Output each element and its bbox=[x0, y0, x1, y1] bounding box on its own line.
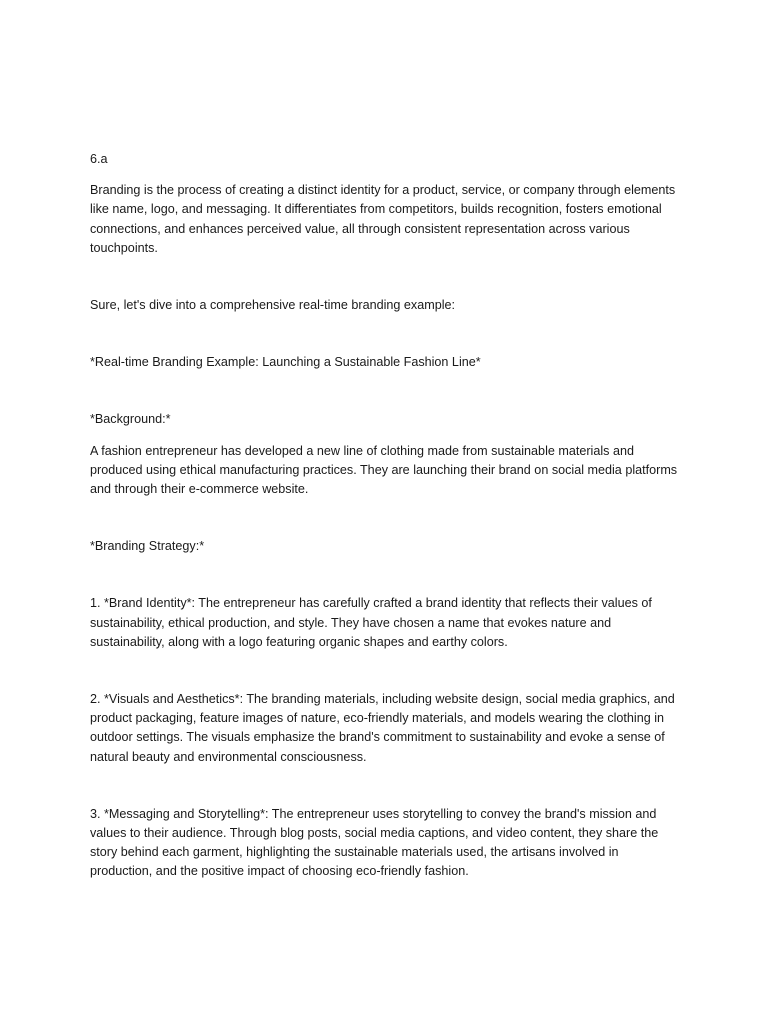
background-heading: *Background:* bbox=[90, 412, 171, 427]
background-paragraph: A fashion entrepreneur has developed a new line of clothing made from sustainable materials and produced using ethical manufacturing practices. They are launching their brand on social media platforms and through their e-commerce website. bbox=[90, 443, 678, 497]
definition-paragraph: Branding is the process of creating a distinct identity for a product, service, or company through elements like name, logo, and messaging. It differentiates from competitors, builds recognition, fosters emotional connections, and enhances perceived value, all through consistent representation across various touchpoints. bbox=[90, 183, 676, 255]
document-body bbox=[90, 150, 680, 882]
question-label: 6.a bbox=[90, 152, 108, 166]
strategy-point-messaging: 3. *Messaging and Storytelling*: The entrepreneur uses storytelling to convey the brand's mission and values to their audience. Through blog posts, social media captions, and video content, they share the story behind each garment, highlighting the sustainable materials used, the artisans involved in production, and the positive impact of choosing eco-friendly fashion. bbox=[90, 806, 659, 879]
strategy-point-brand-identity: 1. *Brand Identity*: The entrepreneur has carefully crafted a brand identity that reflects their values of sustainability, ethical production, and style. They have chosen a name that evokes nature and sustainability, along with a logo featuring organic shapes and earthy colors. bbox=[90, 596, 652, 649]
strategy-heading: *Branding Strategy:* bbox=[90, 539, 205, 554]
example-title: *Real-time Branding Example: Launching a Sustainable Fashion Line* bbox=[90, 355, 481, 370]
strategy-point-visuals: 2. *Visuals and Aesthetics*: The branding materials, including website design, social media graphics, and product packaging, feature images of nature, eco-friendly materials, and models wearing the clothing in outdoor settings. The visuals emphasize the brand's commitment to sustainability and evoke a sense of natural beauty and environmental consciousness. bbox=[90, 692, 675, 764]
intro-line: Sure, let's dive into a comprehensive real-time branding example: bbox=[90, 298, 456, 313]
